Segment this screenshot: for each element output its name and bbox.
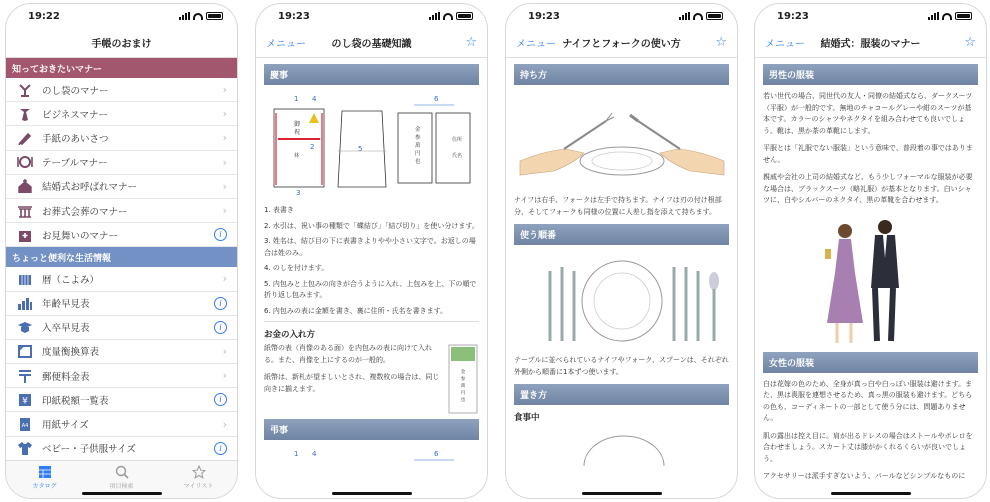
- back-button[interactable]: メニュー: [266, 39, 306, 50]
- back-button[interactable]: メニュー: [765, 39, 805, 50]
- chevron-right-icon: ›: [222, 107, 227, 121]
- signal-icon: [928, 12, 939, 20]
- list-item-label: 度量衡換算表: [42, 347, 100, 359]
- tab-label: 項目検索: [109, 483, 134, 490]
- list-item-visit[interactable]: [6, 223, 237, 247]
- diagram-mark: 参: [415, 135, 421, 141]
- graduation-icon: [16, 319, 34, 335]
- tab-mylist[interactable]: [160, 461, 237, 498]
- favorite-star-icon[interactable]: ☆: [715, 35, 727, 50]
- chevron-right-icon: ›: [222, 344, 227, 358]
- status-icons: [679, 12, 723, 20]
- diagram-mark: 金: [415, 127, 421, 133]
- measure-icon: [16, 343, 34, 359]
- status-time: 19:23: [528, 10, 560, 22]
- list-item: 1. 表書き: [264, 206, 294, 214]
- svg-text:A4: A4: [21, 423, 29, 430]
- temple-icon: [16, 203, 34, 219]
- battery-icon: [955, 12, 972, 20]
- instruction-list: [264, 205, 479, 317]
- phone-screen-noshi: [255, 3, 488, 499]
- holding-text: ナイフは右手、フォークは左手で持ちます。ナイフは刃の付け根部分、そしてフォークも同様の位置に人差し指を添えて持ちます。: [514, 196, 722, 216]
- list-item-label: お葬式会葬のマナー: [42, 206, 128, 218]
- bar-chart-icon: [16, 295, 34, 311]
- yen-stamp-icon: [16, 392, 34, 408]
- info-icon[interactable]: i: [214, 393, 227, 406]
- list-item-letter[interactable]: [6, 126, 237, 150]
- article-content: [506, 58, 737, 476]
- list-item-funeral[interactable]: [6, 199, 237, 223]
- list-item-label: 暦（こよみ）: [42, 274, 100, 286]
- status-bar: [755, 4, 986, 28]
- status-time: 19:22: [28, 10, 60, 22]
- placement-illustration: [514, 426, 730, 466]
- signal-icon: [179, 12, 190, 20]
- phone-screen-catalog: [5, 3, 238, 499]
- page-title: 手帳のおまけ: [91, 39, 152, 50]
- diagram-mark: 円: [415, 151, 421, 157]
- section-header-placement: 置き方: [514, 384, 729, 405]
- page-title: 結婚式：服装のマナー: [820, 39, 921, 50]
- catalog-grid-icon: [38, 465, 52, 479]
- callout-number: 2: [310, 143, 315, 151]
- home-indicator: [82, 492, 162, 495]
- list-item-label: ベビー・子供服サイズ: [42, 444, 136, 456]
- callout-number: 4: [312, 95, 317, 103]
- status-icons: [928, 12, 972, 20]
- callout-number: 4: [312, 450, 317, 458]
- noshi-icon: [16, 82, 34, 98]
- place-setting-illustration: [514, 251, 730, 351]
- info-icon[interactable]: i: [214, 442, 227, 455]
- battery-icon: [206, 12, 223, 20]
- diagram-mark: 住所: [452, 137, 463, 143]
- necktie-icon: [16, 106, 34, 122]
- section-header-manners: 知っておきたいマナー: [6, 58, 237, 78]
- diagram-mark: 氏名: [452, 153, 463, 159]
- wifi-icon: [693, 13, 703, 20]
- noshi-diagram: [264, 91, 480, 201]
- list-item-label: お見舞いのマナー: [42, 230, 119, 242]
- postal-mark-icon: [16, 368, 34, 384]
- diagram-mark: 林: [294, 153, 300, 159]
- status-icons: [179, 12, 223, 20]
- list-item-postal[interactable]: [6, 364, 237, 388]
- chevron-right-icon: ›: [222, 155, 227, 169]
- list-item: 6. 内包みの表に金額を書き、裏に住所・氏名を書きます。: [264, 306, 448, 315]
- list-item-wedding[interactable]: [6, 175, 237, 199]
- women-text-1: 白は花嫁の色のため、全身が真っ白や白っぽい服装は避けます。また、黒は喪服を連想させるため、真っ黒の服装も避けます。どちらの色も、コーディネートの一部として使う分には、問題ありません。: [763, 379, 973, 422]
- section-header-women: 女性の服装: [763, 352, 978, 373]
- info-icon[interactable]: i: [214, 321, 227, 334]
- diagram-mark: 也: [460, 398, 466, 403]
- list-item-kids-size[interactable]: [6, 437, 237, 461]
- women-text-3: アクセサリーは派手すぎないよう、パールなどシンプルなものに: [763, 472, 966, 480]
- diagram-mark: 円: [460, 391, 466, 396]
- nav-bar: [6, 28, 237, 58]
- diagram-mark: 萬: [415, 143, 421, 149]
- list-item-noshi[interactable]: [6, 78, 237, 102]
- money-heading: お金の入れ方: [264, 330, 316, 340]
- list-item-stamp-tax[interactable]: [6, 388, 237, 412]
- list-item-label: テーブルマナー: [42, 158, 108, 170]
- placement-subheading: 食事中: [514, 413, 540, 423]
- callout-number: 1: [294, 95, 299, 103]
- tab-label: マイリスト: [183, 483, 214, 490]
- diagram-mark: 金: [460, 370, 466, 375]
- home-indicator: [582, 492, 662, 495]
- wedding-couple-illustration: [763, 213, 979, 348]
- list-item-business[interactable]: [6, 102, 237, 126]
- battery-icon: [706, 12, 723, 20]
- tab-catalog[interactable]: [6, 461, 83, 498]
- wifi-icon: [443, 13, 453, 20]
- info-icon[interactable]: i: [214, 297, 227, 310]
- status-time: 19:23: [777, 10, 809, 22]
- wifi-icon: [942, 13, 952, 20]
- envelope-illustration: [447, 343, 479, 415]
- order-text: テーブルに並べられているナイフやフォーク、スプーンは、それぞれ外側から順番に1本ずつ使います。: [514, 356, 729, 376]
- chevron-right-icon: ›: [222, 131, 227, 145]
- nav-bar: [256, 28, 487, 58]
- chapel-icon: [16, 178, 34, 194]
- search-icon: [115, 465, 129, 479]
- callout-number: 6: [434, 95, 439, 103]
- status-time: 19:23: [278, 10, 310, 22]
- tshirt-icon: [16, 440, 34, 456]
- svg-text:¥: ¥: [22, 396, 28, 407]
- money-text-2: 紙幣は、新札が望ましいとされ、複数枚の場合は、同じ向きに揃えます。: [264, 373, 440, 393]
- money-block: [264, 343, 479, 415]
- men-text-3: 親戚や会社の上司の結婚式など、もう少しフォーマルな服装が必要な場合は、ブラックスーツ（略礼服）が基本となります。白いシャツに、白やシルバーのネクタイ、黒の革靴を合わせます。: [763, 173, 973, 204]
- wifi-icon: [193, 13, 203, 20]
- money-text-1: 紙幣の表（肖像のある面）を内包みの表に向けて入れる。また、肖像を上にするのが一般的。: [264, 344, 432, 364]
- chevron-right-icon: ›: [222, 204, 227, 218]
- list-item-calendar[interactable]: [6, 267, 237, 291]
- men-text-2: 平服とは「礼服でない服装」という意味で、普段着の事ではありません。: [763, 144, 973, 164]
- diagram-mark: 御: [294, 121, 301, 128]
- home-indicator: [332, 492, 412, 495]
- favorite-star-icon[interactable]: ☆: [465, 35, 477, 50]
- condolence-diagram-preview: [264, 446, 480, 466]
- article-content: [256, 58, 487, 476]
- home-indicator: [831, 492, 911, 495]
- chevron-right-icon: ›: [222, 369, 227, 383]
- list-item-label: 手紙のあいさつ: [42, 133, 109, 145]
- signal-icon: [429, 12, 440, 20]
- chevron-right-icon: ›: [222, 272, 227, 286]
- status-bar: [506, 4, 737, 28]
- list-item-label: のし袋のマナー: [42, 85, 109, 97]
- diagram-mark: 祝: [294, 129, 301, 136]
- manners-list: [6, 78, 237, 247]
- chevron-right-icon: ›: [222, 417, 227, 431]
- list-item-table[interactable]: [6, 151, 237, 175]
- phone-screen-wedding-attire: [754, 3, 987, 499]
- list-item-label: 用紙サイズ: [42, 420, 89, 432]
- back-button[interactable]: メニュー: [516, 39, 556, 50]
- section-header-men: 男性の服装: [763, 64, 978, 85]
- callout-number: 5: [358, 145, 363, 153]
- list-item-school[interactable]: [6, 316, 237, 340]
- paper-a4-icon: [16, 416, 34, 432]
- women-text-2: 肌の露出は控え目に。肩が出るドレスの場合はストールやボレロを合わせましょう。スカート丈は膝がかくれるくらいが良いでしょう。: [763, 431, 973, 463]
- article-content: [755, 58, 986, 495]
- callout-number: 6: [434, 450, 439, 458]
- list-item: 5. 内包みと上包みの向きが合うように入れ、上包みを上、下の順で折り返し包みます。: [264, 279, 477, 299]
- section-header-holding: 持ち方: [514, 64, 729, 85]
- status-bar: [256, 4, 487, 28]
- page-title: のし袋の基礎知識: [331, 39, 412, 50]
- list-item-units[interactable]: [6, 340, 237, 364]
- list-item: 2. 水引は、祝い事の種類で「蝶結び」「結び切り」を使い分けます。: [264, 221, 479, 230]
- battery-icon: [456, 12, 473, 20]
- list-item-label: ビジネスマナー: [42, 109, 109, 121]
- list-item-age[interactable]: [6, 292, 237, 316]
- list-item-label: 入卒早見表: [42, 323, 90, 335]
- info-icon[interactable]: i: [214, 228, 227, 241]
- callout-number: 3: [296, 189, 301, 197]
- tab-label: カタログ: [32, 483, 57, 490]
- men-text-1: 若い世代の場合、同世代の友人・同僚の結婚式なら、ダークスーツ（平服）が一般的です。無地のチャコールグレーや紺のスーツが基本です。カラーのシャツやネクタイを組み合わせても良いでしょう。靴は、黒か茶の革靴にします。: [763, 92, 973, 135]
- nav-bar: [755, 28, 986, 58]
- status-bar: [6, 4, 237, 28]
- page-title: ナイフとフォークの使い方: [562, 39, 681, 50]
- hospital-icon: [16, 227, 34, 243]
- diagram-mark: 也: [415, 159, 421, 165]
- status-icons: [429, 12, 473, 20]
- pen-icon: [16, 130, 34, 146]
- chevron-right-icon: ›: [222, 179, 227, 193]
- life-info-list: [6, 267, 237, 461]
- list-item-label: 郵便料金表: [42, 371, 90, 383]
- list-item: 4. のしを付けます。: [264, 264, 329, 272]
- list-item-paper-size[interactable]: [6, 412, 237, 436]
- chevron-right-icon: ›: [222, 83, 227, 97]
- signal-icon: [679, 12, 690, 20]
- holding-cutlery-illustration: [514, 91, 730, 191]
- section-header-order: 使う順番: [514, 224, 729, 245]
- diagram-mark: 萬: [460, 384, 466, 389]
- list-item: 3. 姓名は、結び目の下に表書きよりやや小さい文字で。お返しの場合は姓のみ。: [264, 237, 476, 257]
- callout-number: 1: [294, 450, 299, 458]
- list-item-label: 印紙税額一覧表: [42, 395, 109, 407]
- list-item-label: 年齢早見表: [42, 299, 90, 311]
- plate-cutlery-icon: [16, 154, 34, 170]
- section-header-life-info: ちょっと便利な生活情報: [6, 247, 237, 267]
- calendar-pages-icon: [16, 271, 34, 287]
- favorite-star-icon[interactable]: ☆: [964, 35, 976, 50]
- phone-screen-cutlery: [505, 3, 738, 499]
- list-item-label: 結婚式お呼ばれマナー: [42, 182, 138, 194]
- star-icon: [192, 465, 206, 479]
- nav-bar: [506, 28, 737, 58]
- divider: [264, 321, 479, 322]
- section-header-condolence: 弔事: [264, 419, 479, 440]
- section-header-celebration: 慶事: [264, 64, 479, 85]
- diagram-mark: 参: [460, 377, 466, 382]
